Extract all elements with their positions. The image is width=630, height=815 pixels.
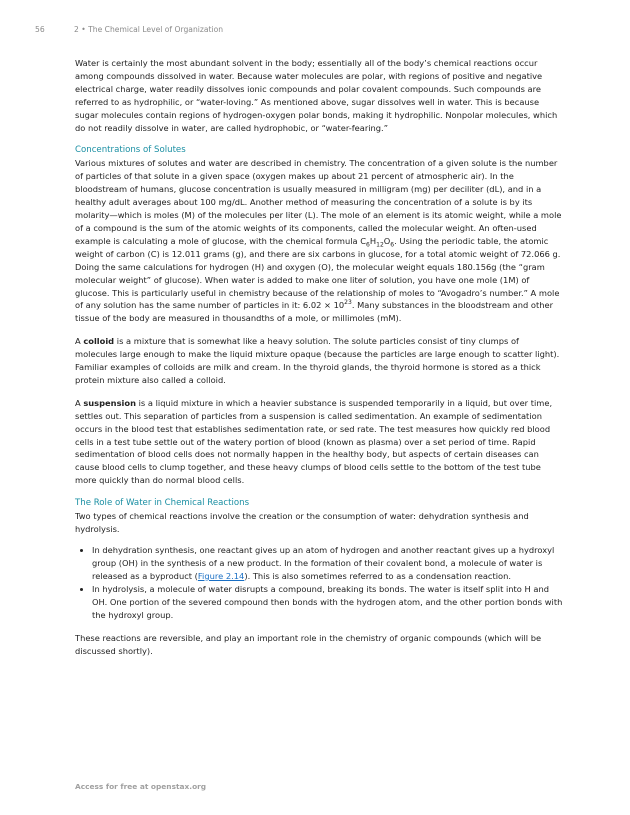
suspension-text: is a liquid mixture in which a heavier substance is suspended temporarily in a liquid, but over time, settles out. This separation of particles from a suspension is called sedimentation. An example of sedimentation occurs in the blood test that establishes sedimentation rate, or sed rate. The test measures how quickly red blood cells in a test tube settle out of the watery portion of blood (known as plasma) over a set period of time. Rapid sedimentation of blood cells does not normally happen in the healthy body, but aspects of certain diseases can cause blood cells to clump together, and these heavy clumps of blood cells settle to the bottom of the test tube more quickly than do normal blood cells. xyxy=(75,397,553,486)
paragraph-reversible: These reactions are reversible, and play an important role in the chemistry of organic compounds (which will be discussed shortly). xyxy=(75,633,542,657)
glucose-sub-c: 6 xyxy=(366,241,370,249)
dehydration-text-2: ). This is also sometimes referred to as a condensation reaction. xyxy=(244,570,511,581)
avogadro-exponent: 23 xyxy=(344,299,352,307)
paragraph-solvent: Water is certainly the most abundant solvent in the body; essentially all of the body’s chemical reactions occur among compounds dissolved in water. Because water molecules are polar, with regions of positive and negative electrical charge, water readily dissolves ionic compounds and polar covalent compounds. Such compounds are referred to as hydrophilic, or “water-loving.” As mentioned above, sugar dissolves well in water. This is because sugar molecules contain regions of hydrogen-oxygen polar bonds, making it hydrophilic. Nonpolar molecules, which do not readily dissolve in water, are called hydrophobic, or “water-fearing.” xyxy=(75,58,558,133)
term-suspension: suspension xyxy=(83,397,136,408)
suspension-pre: A xyxy=(75,397,84,408)
colloid-text: is a mixture that is somewhat like a heavy solution. The solute particles consist of tiny clumps of molecules large enough to make the liquid mixture opaque (because the particles are large enough to scatter light). Familiar examples of colloids are milk and cream. In the thyroid glands, the thyroid hormone is stored as a thick protein mixture also called a colloid. xyxy=(75,336,560,385)
dehydration-text-1: In dehydration synthesis, one reactant gives up an atom of hydrogen and another reactant gives up a hydroxyl group (OH) in the synthesis of a new product. In the formation of their covalent bond, a molecule of water is released as a byproduct ( xyxy=(92,545,555,581)
paragraph-concentration xyxy=(75,157,563,325)
chapter-title: 2 • The Chemical Level of Organization xyxy=(74,25,224,34)
term-colloid: colloid xyxy=(83,336,115,347)
glucose-o: O xyxy=(383,235,391,246)
figure-link[interactable]: Figure 2.14 xyxy=(197,570,245,581)
colloid-pre: A xyxy=(75,336,84,347)
concentration-text-2: . Using the periodic table, the atomic weight of carbon (C) is 12.011 grams (g), and there are six carbons in glucose, for a total atomic weight of 72.066 g. Doing the same calculations for hydrogen (H) and oxygen (O), the molecular weight equals 180.156g (the “gram molecular weight” of glucose). When water is added to make one liter of solution, you have one mole (1M) of glucose. This is particularly useful in chemistry because of the relationship of moles to “Avogadro’s number.” A mole of any solution has the same number of particles in it: 6.02 × 10 xyxy=(75,235,561,311)
page-header xyxy=(35,25,223,34)
glucose-sub-h: 12 xyxy=(376,241,384,249)
list-item-hydrolysis: • In hydrolysis, a molecule of water disrupts a compound, breaking its bonds. The water is itself split into H and OH. One portion of the severed compound then bonds with the hydrogen atom, and the other portion bonds with the hydroxyl group. xyxy=(92,583,563,622)
section-heading-concentrations: Concentrations of Solutes xyxy=(75,145,186,156)
paragraph-reaction-types: Two types of chemical reactions involve the creation or the consumption of water: dehydration synthesis and hydrolysis. xyxy=(75,511,529,535)
glucose-sub-o: 6 xyxy=(390,241,395,249)
concentration-text-1: Various mixtures of solutes and water are described in chemistry. The concentration of a given solute is the number of particles of that solute in a given space (oxygen makes up about 21 percent of atmospheric air). In the bloodstream of humans, glucose concentration is usually measured in milligram (mg) per deciliter (dL), and in a healthy adult averages about 100 mg/dL. Another method of measuring the concentration of a solute is by its molarity—which is moles (M) of the molecules per liter (L). The mole of an element is its atomic weight, while a mole of a compound is the sum of the atomic weights of its components, called the molecular weight. An often-used example is calculating a mole of glucose, with the chemical formula C xyxy=(75,158,562,246)
page-number: 56 xyxy=(35,25,45,34)
page-footer: Access for free at openstax.org xyxy=(75,782,207,791)
list-item-dehydration xyxy=(92,544,563,583)
paragraph-colloid xyxy=(75,335,563,387)
concentration-text-3: . Many substances in the bloodstream and other tissue of the body are measured in thousandths of a mole, or millimoles (mM). xyxy=(75,300,554,324)
section-heading-water-reactions: The Role of Water in Chemical Reactions xyxy=(75,498,250,509)
paragraph-suspension xyxy=(75,397,563,487)
reaction-list xyxy=(75,544,563,621)
page-content xyxy=(75,57,563,668)
glucose-h: H xyxy=(369,235,377,246)
